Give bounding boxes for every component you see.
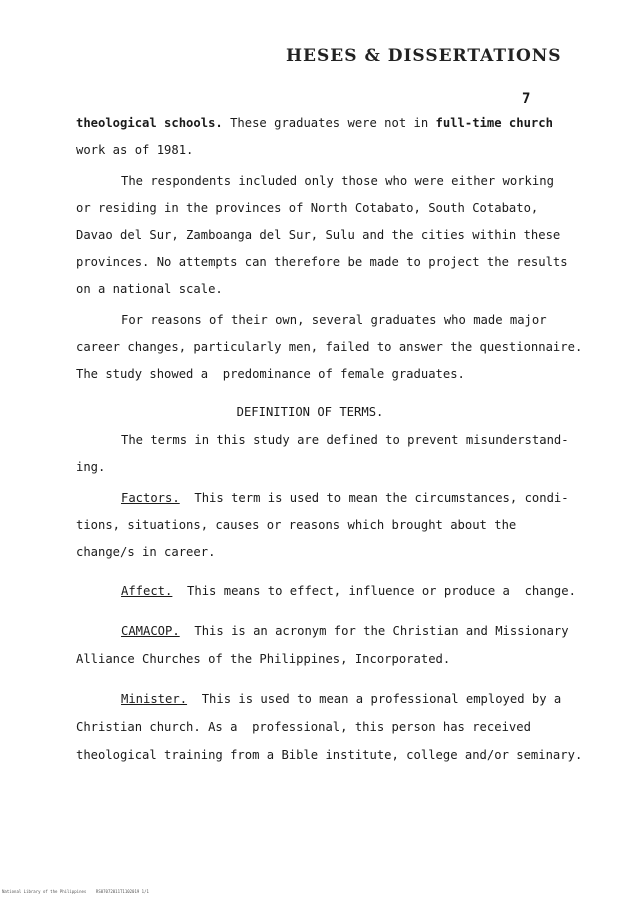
body-line: ing.: [76, 460, 106, 474]
body-line: work as of 1981.: [76, 143, 194, 157]
body-line: theological training from a Bible institute, college and/or seminary.: [76, 748, 583, 762]
body-line: tions, situations, causes or reasons which brought about the: [76, 518, 517, 532]
body-line: Christian church. As a professional, this person has received: [76, 720, 531, 734]
body-line: provinces. No attempts can therefore be made to project the results: [76, 255, 568, 269]
body-line: or residing in the provinces of North Cotabato, South Cotabato,: [76, 201, 539, 215]
body-line: on a national scale.: [76, 282, 223, 296]
definition-factors: Factors. This term is used to mean the circumstances, condi-: [121, 491, 569, 505]
body-line: The terms in this study are defined to prevent misunderstand-: [121, 433, 569, 447]
scan-footer: National Library of the Philippines RS07072011T1102019 1/1: [2, 889, 149, 894]
definition-affect: Affect. This means to effect, influence or produce a change.: [121, 584, 576, 598]
body-line: The study showed a predominance of female graduates.: [76, 367, 465, 381]
definition-minister: Minister. This is used to mean a professional employed by a: [121, 692, 562, 706]
body-line: theological schools. These graduates were not in full-time church: [76, 116, 553, 130]
body-line: career changes, particularly men, failed to answer the questionnaire.: [76, 340, 583, 354]
body-line: change/s in career.: [76, 545, 216, 559]
body-line: Alliance Churches of the Philippines, Incorporated.: [76, 652, 451, 666]
collection-header: HESES & DISSERTATIONS: [286, 46, 562, 66]
section-heading: DEFINITION OF TERMS.: [236, 405, 384, 419]
body-line: Davao del Sur, Zamboanga del Sur, Sulu and the cities within these: [76, 228, 561, 242]
page-number: 7: [522, 91, 531, 107]
body-line: The respondents included only those who were either working: [121, 174, 554, 188]
body-line: For reasons of their own, several graduates who made major: [121, 313, 547, 327]
definition-camacop: CAMACOP. This is an acronym for the Christian and Missionary: [121, 624, 569, 638]
